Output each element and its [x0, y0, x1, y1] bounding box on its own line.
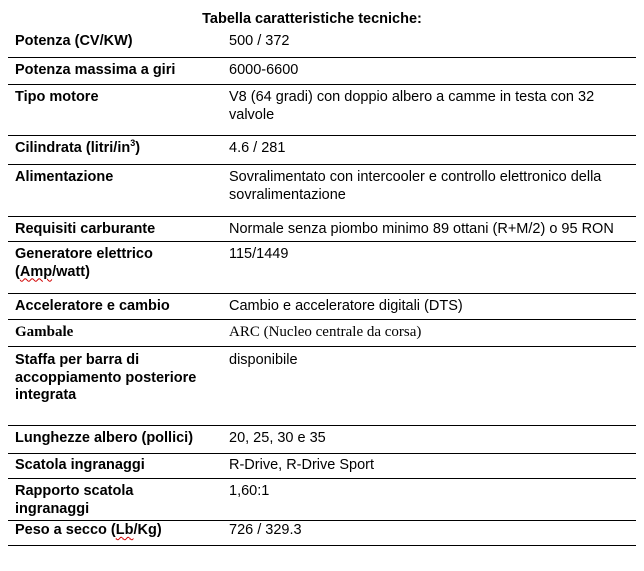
superscript: 3: [130, 138, 136, 148]
spec-value: 6000-6600: [229, 62, 299, 78]
spec-label: Lunghezze albero (pollici): [15, 430, 194, 446]
spec-value: 726 / 329.3: [229, 522, 302, 538]
spec-label: Staffa per barra di accoppiamento posteriore integrata: [15, 352, 197, 403]
spec-label: Rapporto scatola ingranaggi: [15, 483, 134, 517]
spec-label: Acceleratore e cambio: [15, 298, 170, 314]
spec-value: R-Drive, R-Drive Sport: [229, 457, 375, 473]
spec-label-pre: (: [15, 263, 20, 280]
row-divider: [8, 135, 636, 136]
row-divider: [8, 425, 636, 426]
spec-label-pre: Peso a secco (: [15, 522, 116, 538]
row-divider: [8, 57, 636, 58]
spec-label: Tipo motore: [15, 89, 99, 105]
table-title: Tabella caratteristiche tecniche:: [202, 11, 422, 27]
row-divider: [8, 216, 636, 217]
spec-value: 500 / 372: [229, 33, 290, 49]
spellcheck-word: Lb: [115, 522, 134, 538]
spec-value: 115/1449: [229, 246, 289, 262]
spec-label: Potenza massima a giri: [15, 62, 176, 78]
spec-value: 20, 25, 30 e 35: [229, 430, 326, 446]
spec-value: Sovralimentato con intercooler e controllo elettronico della sovralimentazione: [229, 169, 602, 203]
row-divider: [8, 478, 636, 479]
spec-label: [15, 140, 225, 158]
spellcheck-word: Amp: [19, 263, 53, 280]
row-divider: [8, 520, 636, 521]
spec-value: 1,60:1: [229, 483, 270, 499]
row-divider: [8, 293, 636, 294]
spec-value: Cambio e acceleratore digitali (DTS): [229, 298, 463, 314]
row-divider: [8, 453, 636, 454]
spec-value: 4.6 / 281: [229, 140, 286, 156]
spec-value: Normale senza piombo minimo 89 ottani (R+M/2) o 95 RON: [229, 221, 614, 237]
spec-value: V8 (64 gradi) con doppio albero a camme in testa con 32 valvole: [229, 89, 595, 123]
row-divider: [8, 319, 636, 320]
spec-label-text: Cilindrata (litri/in: [15, 140, 131, 156]
spec-label: Scatola ingranaggi: [15, 457, 145, 473]
spec-label: [15, 522, 225, 540]
spec-label: [15, 246, 225, 281]
spec-label-post: /Kg): [133, 522, 162, 538]
row-divider: [8, 346, 636, 347]
spec-label: Requisiti carburante: [15, 221, 156, 237]
row-divider: [8, 84, 636, 85]
spec-value: disponibile: [229, 352, 298, 368]
spec-label-end: ): [135, 140, 141, 156]
spec-label: Alimentazione: [15, 169, 114, 185]
row-divider: [8, 545, 636, 546]
row-divider: [8, 241, 636, 242]
spec-value: ARC (Nucleo centrale da corsa): [229, 324, 422, 340]
spec-label-line1: Generatore elettrico: [15, 246, 153, 262]
spec-label-post: /watt): [52, 263, 90, 280]
row-divider: [8, 164, 636, 165]
spec-label: Gambale: [15, 324, 74, 340]
spec-label: Potenza (CV/KW): [15, 33, 133, 49]
